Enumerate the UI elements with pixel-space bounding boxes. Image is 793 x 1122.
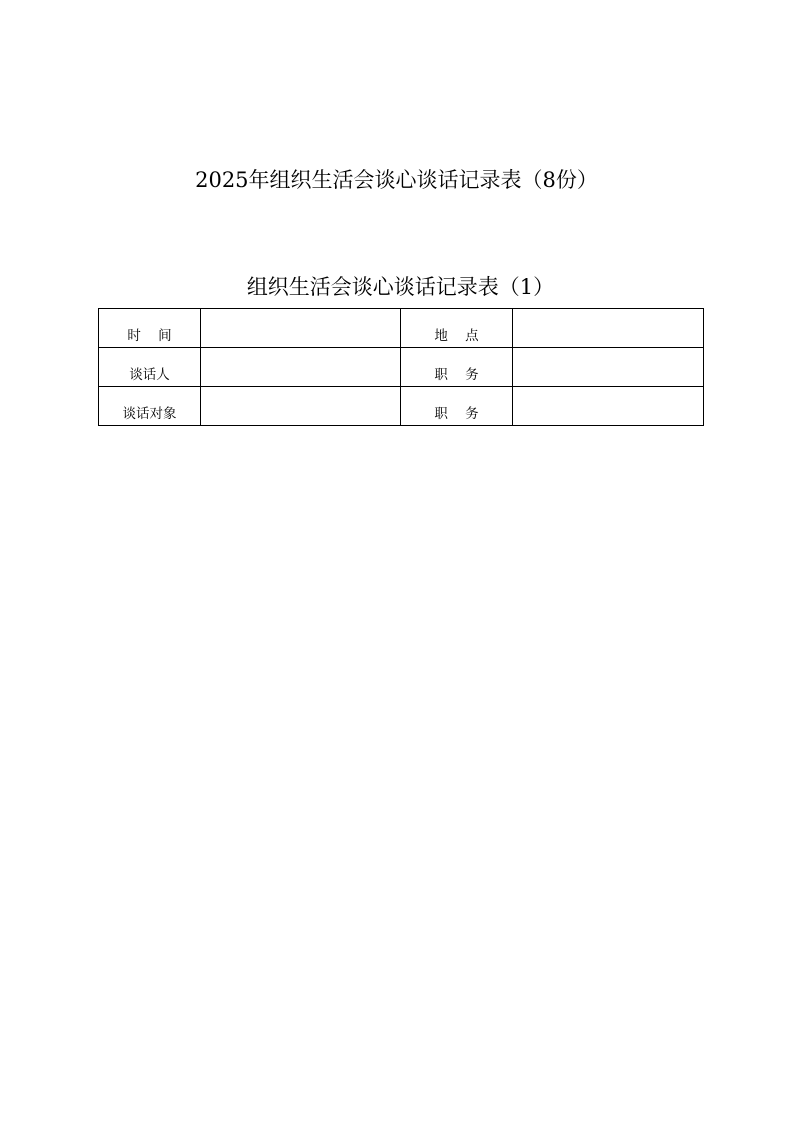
label-place: 地 点	[434, 328, 479, 344]
label-cell-place	[401, 309, 513, 348]
value-cell-interviewer-position[interactable]	[513, 348, 704, 387]
form-title: 组织生活会谈心谈话记录表（1）	[246, 275, 555, 299]
value-cell-time[interactable]	[201, 309, 401, 348]
label-cell-interviewee-position	[401, 387, 513, 426]
label-cell-interviewer-position	[401, 348, 513, 387]
label-interviewee: 谈话对象	[122, 406, 177, 422]
label-time: 时 间	[127, 328, 172, 344]
table-row-interviewee	[99, 387, 704, 426]
document-title: 2025年组织生活会谈心谈话记录表（8份）	[195, 168, 598, 192]
value-cell-interviewer[interactable]	[201, 348, 401, 387]
label-interviewee-position: 职 务	[434, 406, 479, 422]
label-cell-interviewer	[99, 348, 201, 387]
value-cell-interviewee-position[interactable]	[513, 387, 704, 426]
table-row-interviewer	[99, 348, 704, 387]
value-cell-place[interactable]	[513, 309, 704, 348]
label-cell-interviewee	[99, 387, 201, 426]
table-row-time-place	[99, 309, 704, 348]
label-interviewer: 谈话人	[129, 367, 170, 383]
record-table	[98, 308, 704, 426]
label-cell-time	[99, 309, 201, 348]
label-interviewer-position: 职 务	[434, 367, 479, 383]
value-cell-interviewee[interactable]	[201, 387, 401, 426]
